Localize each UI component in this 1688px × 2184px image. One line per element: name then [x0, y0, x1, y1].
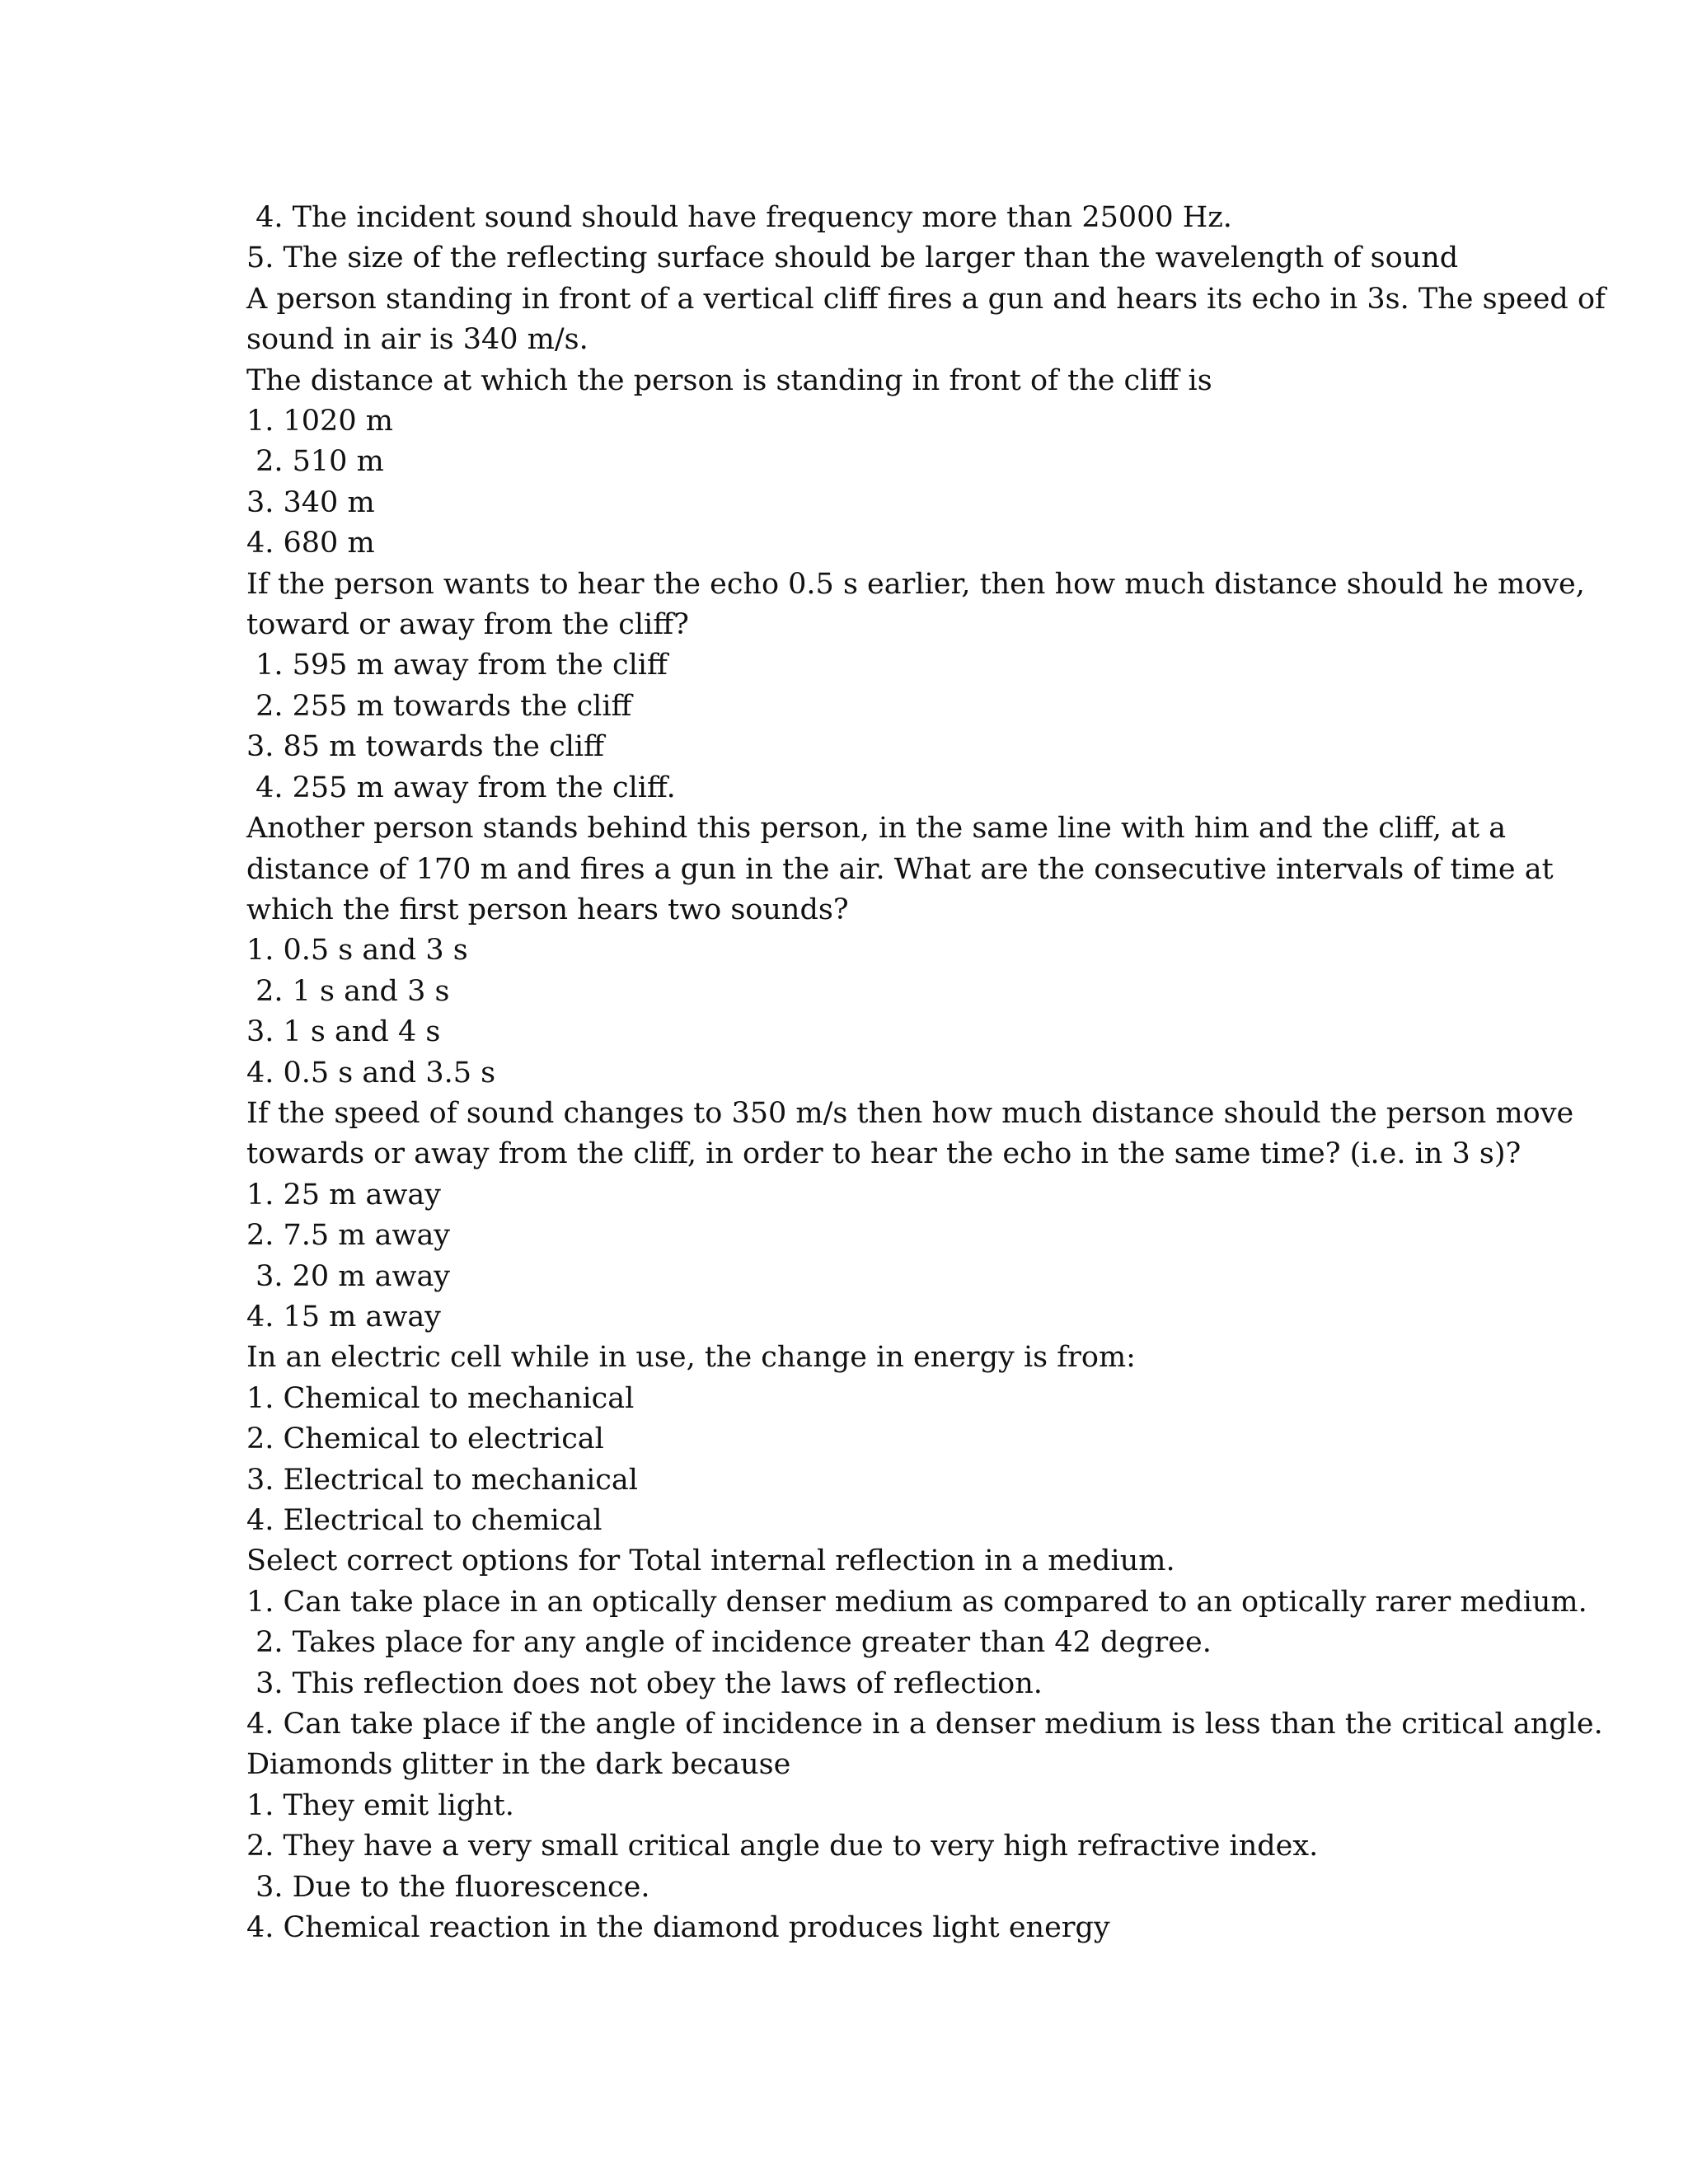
text-line: 4. Electrical to chemical — [246, 1504, 603, 1537]
text-line: 2. 1 s and 3 s — [246, 974, 450, 1008]
text-line: 4. 255 m away from the cliff. — [246, 771, 676, 804]
text-line: 4. Can take place if the angle of incidence in a denser medium is less than the critical angle. — [246, 1708, 1603, 1741]
text-line: sound in air is 340 m/s. — [246, 323, 588, 357]
text-line: 2. 510 m — [246, 445, 384, 479]
text-line: 4. The incident sound should have frequency more than 25000 Hz. — [246, 201, 1232, 234]
text-line: 2. Takes place for any angle of incidence greater than 42 degree. — [246, 1626, 1212, 1660]
text-line: which the first person hears two sounds? — [246, 893, 849, 926]
text-line: 3. 20 m away — [246, 1259, 451, 1293]
text-line: 2. They have a very small critical angle due to very high refractive index. — [246, 1830, 1319, 1863]
text-line: 3. This reflection does not obey the laws of reflection. — [246, 1666, 1043, 1700]
text-line: 5. The size of the reflecting surface should be larger than the wavelength of sound — [246, 241, 1459, 275]
text-line: In an electric cell while in use, the change in energy is from: — [246, 1341, 1136, 1375]
text-line: 1. Chemical to mechanical — [246, 1381, 635, 1415]
text-line: 3. 1 s and 4 s — [246, 1015, 441, 1049]
text-line: Select correct options for Total internal reflection in a medium. — [246, 1544, 1175, 1578]
text-line: If the person wants to hear the echo 0.5 s earlier, then how much distance should he move, — [246, 567, 1585, 601]
text-line: 1. 0.5 s and 3 s — [246, 934, 468, 968]
text-line: 1. They emit light. — [246, 1788, 514, 1822]
text-line: 1. Can take place in an optically denser medium as compared to an optically rarer medium. — [246, 1585, 1587, 1619]
text-line: 3. 340 m — [246, 485, 375, 519]
text-line: A person standing in front of a vertical cliff fires a gun and hears its echo in 3s. The speed of — [246, 282, 1606, 316]
text-line: 2. Chemical to electrical — [246, 1422, 604, 1456]
text-line: 3. Due to the fluorescence. — [246, 1870, 650, 1904]
text-line: 4. Chemical reaction in the diamond produces light energy — [246, 1911, 1110, 1945]
text-line: Diamonds glitter in the dark because — [246, 1748, 791, 1782]
text-line: 4. 15 m away — [246, 1300, 441, 1333]
text-line: 4. 680 m — [246, 527, 375, 560]
text-line: Another person stands behind this person, in the same line with him and the cliff, at a — [246, 812, 1507, 846]
text-line: towards or away from the cliff, in order to hear the echo in the same time? (i.e. in 3 s)? — [246, 1137, 1522, 1171]
text-line: 4. 0.5 s and 3.5 s — [246, 1056, 496, 1090]
text-line: 2. 7.5 m away — [246, 1219, 451, 1253]
text-line: distance of 170 m and fires a gun in the air. What are the consecutive intervals of time at — [246, 852, 1554, 886]
text-line: 1. 25 m away — [246, 1178, 441, 1212]
text-line: The distance at which the person is standing in front of the cliff is — [246, 363, 1212, 397]
text-line: 3. 85 m towards the cliff — [246, 730, 604, 764]
document-body — [246, 198, 1606, 1948]
text-line: 1. 595 m away from the cliff — [246, 649, 668, 682]
text-line: toward or away from the cliff? — [246, 608, 689, 642]
text-line: 1. 1020 m — [246, 405, 393, 438]
text-line: If the speed of sound changes to 350 m/s then how much distance should the person move — [246, 1096, 1574, 1130]
text-line: 3. Electrical to mechanical — [246, 1463, 638, 1497]
text-line: 2. 255 m towards the cliff — [246, 689, 632, 723]
